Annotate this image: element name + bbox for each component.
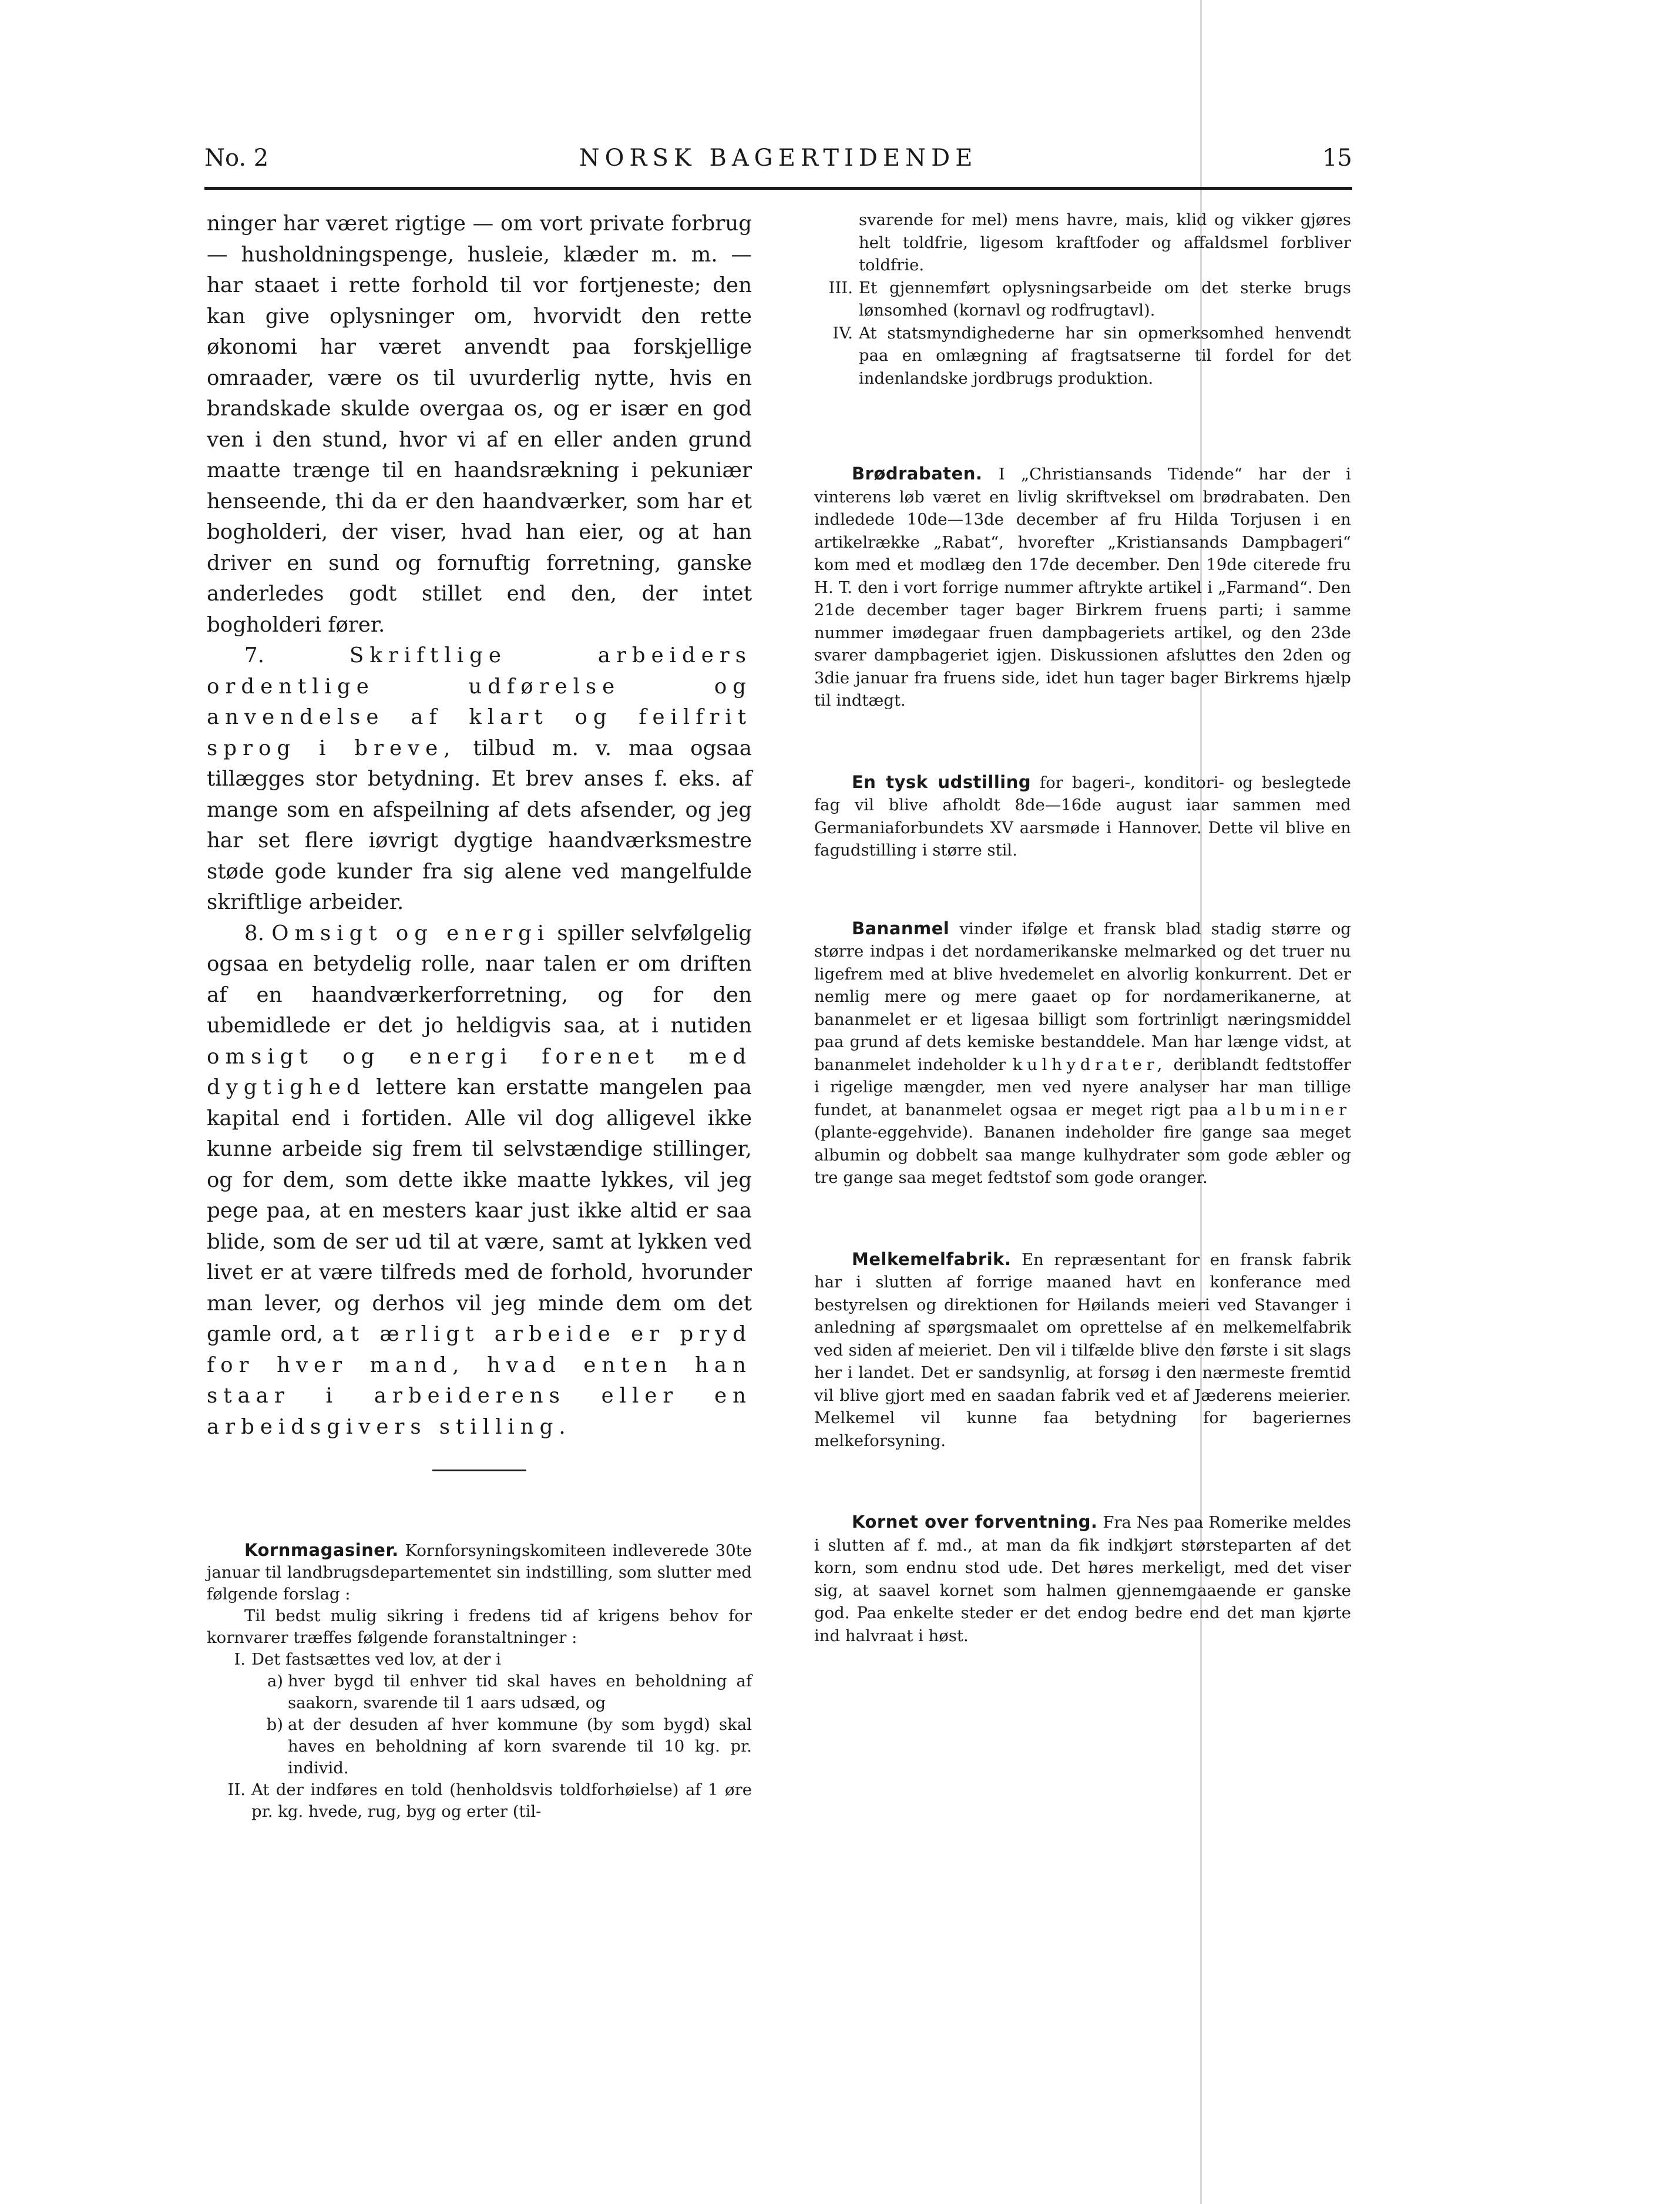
proposal-item-ii-continued <box>814 209 1351 277</box>
article-spacer <box>814 712 1351 771</box>
article-kornet-over-forventning <box>814 1511 1351 1647</box>
proposal-text: Det fastsættes ved lov, at der i <box>251 1650 502 1669</box>
paragraph-8-text-2: lettere kan erstatte mangelen paa kapital end i fortiden. Alle vil dog alligevel ikke kunne arbeide sig frem til selvstændige stillinger, og for dem, som dette ikke maatte lykkes, vil jeg pege paa, at en mesters kaar just ikke altid er saa blide, som de ser ud til at være, samt at lykken ved livet er at være tilfreds med de forhold, hvorunder man lever, og derhos vil jeg minde dem om det gamle ord, <box>207 1075 752 1346</box>
melk-heading: Melkemelfabrik. <box>852 1249 1012 1269</box>
proposal-number: IV. <box>832 323 853 343</box>
left-column <box>207 209 752 1471</box>
korn-lead: Til bedst mulig sikring i fredens tid af krigens behov for kornvarer træffes følgende foranstaltninger : <box>207 1606 752 1647</box>
article-kornmagasiner <box>207 1539 752 1823</box>
melk-text: En repræsentant for en fransk fabrik har i slutten af forrige maaned havt en konferance med bestyrelsen og direktionen for Høilands meieri ved Stavanger i anledning af spørgsmaalet om oprettelse af en melkemelfabrik ved siden af meieriet. Den vil i tilfælde blive den første i sit slags her i landet. Det er sandsynlig, at forsøg i den nærmeste fremtid vil blive gjort med en saadan fabrik ved et af Jæderens meierier. Melkemel vil kunne faa betydning for bageriernes melkeforsyning. <box>814 1250 1351 1450</box>
subitem-letter: a) <box>267 1672 283 1690</box>
proposal-text: Et gjennemført oplysningsarbeide om det sterke brugs lønsomhed (kornavl og rodfrugtavl). <box>859 278 1351 320</box>
article-brodrabaten <box>814 462 1351 712</box>
proposal-text: svarende for mel) mens havre, mais, klid og vikker gjøres helt toldfrie, ligesom kraftfoder og affaldsmel forbliver toldfrie. <box>859 210 1351 274</box>
brod-text: I „Christiansands Tidende“ har der i vinterens løb været en livlig skriftveksel om brødrabaten. Den indledede 10de—13de december af fru Hilda Torjusen i en artikelrække „Rabat“, hvorefter „Kristiansands Dampbageri“ kom med et modlæg den 17de december. Den 19de citerede fru H. T. den i vort forrige nummer aftrykte artikel i „Farmand“. Den 21de december tager bager Birkrem fruens parti; i samme nummer imødegaar fruen dampbageriets artikel, og den 23de svarer dampbageriet igjen. Diskussionen afsluttes den 2den og 3die januar fra fruens side, idet hun tager bager Birkrems hjælp til indtægt. <box>814 465 1351 710</box>
article-spacer <box>814 862 1351 917</box>
proposal-subitem-a <box>251 1670 752 1714</box>
article-tysk-udstilling <box>814 771 1351 862</box>
page-number: 15 <box>1322 145 1352 172</box>
korn-proposal-list-continued <box>814 209 1351 390</box>
proposal-number: I. <box>234 1650 246 1669</box>
paragraph-8-spaced-1: Omsigt og energi <box>271 921 550 945</box>
korn-heading: Kornmagasiner. <box>244 1540 399 1560</box>
header-rule <box>204 187 1352 190</box>
brod-heading: Brødrabaten. <box>852 464 983 484</box>
tysk-text: for bageri-, konditori- og beslegtede fag vil blive afholdt 8de—16de august iaar sammen med Germaniaforbundets XV aarsmøde i Hannover. Dette vil blive en fagudstilling i større stil. <box>814 773 1351 860</box>
proposal-text: At der indføres en told (henholdsvis toldforhøielse) af 1 øre pr. kg. hvede, rug, byg og erter (til- <box>251 1780 752 1821</box>
banan-text-1: vinder ifølge et fransk blad stadig større og større indpas i det nordamerikanske melmarked og det truer nu ligefrem med at blive hvedemelet en alvorlig konkurrent. Det er nemlig mere og mere gaaet op for nordamerikanerne, at bananmelet er et ligesaa billigt som fortrinligt næringsmiddel paa grund af dets kemiske bestanddele. Man har længe vidst, at bananmelet indeholder <box>814 919 1351 1074</box>
banan-text-2: deriblandt fedtstoffer i rigelige mængder, men ved nyere analyser har man tillige fundet, at bananmelet ogsaa er meget rigt paa <box>814 1055 1351 1119</box>
paragraph-7-number: 7. <box>244 643 264 667</box>
paragraph-8-spaced-3: at ærligt arbeide er pryd for hver mand, hvad enten han staar i arbeiderens eller en arbeidsgivers stilling. <box>207 1322 752 1439</box>
right-column <box>814 209 1351 1647</box>
proposal-sublist <box>251 1670 752 1779</box>
newspaper-title: NORSK BAGERTIDENDE <box>579 145 978 172</box>
korn-proposal-list <box>207 1649 752 1823</box>
running-header <box>204 145 1352 180</box>
proposal-item-iv <box>814 322 1351 390</box>
tysk-heading: En tysk udstilling <box>852 771 1031 792</box>
paragraph-7-text: tilbud m. v. maa ogsaa tillægges stor betydning. Et brev anses f. eks. af mange som en afspeilning af dets afsender, og jeg har set flere iøvrigt dygtige haandværksmestre støde gode kunder fra sig alene ved mangelfulde skriftlige arbeider. <box>207 736 752 914</box>
banan-spaced-2: albuminer <box>1227 1100 1351 1119</box>
proposal-item-ii <box>207 1779 752 1823</box>
korn-intro-text: Kornforsyningskomiteen indleverede 30te januar til landbrugsdepartementet sin indstilling, som slutter med følgende forslag : <box>207 1541 752 1603</box>
kornet-text: Fra Nes paa Romerike meldes i slutten af f. md., at man da fik indkjørt størsteparten af det korn, som endnu stod ude. Det høres merkeligt, med det viser sig, at saavel kornet som halmen gjennemgaaende er ganske god. Paa enkelte steder er det endog bedre end det man kjørte ind halvraat i høst. <box>814 1513 1351 1645</box>
proposal-item-iii <box>814 277 1351 322</box>
banan-heading: Bananmel <box>852 918 950 938</box>
article-spacer <box>814 1452 1351 1511</box>
issue-number: No. 2 <box>204 145 269 172</box>
proposal-number: II. <box>227 1780 246 1799</box>
kornet-heading: Kornet over forventning. <box>852 1512 1098 1532</box>
paragraph-8-spaced-2: omsigt og energi forenet med dygtighed <box>207 1044 752 1099</box>
paragraph-7-spaced: Skriftlige arbeiders ordentlige udførelse og anvendelse af klart og feilfrit sprog i breve, <box>207 643 752 760</box>
article-spacer <box>814 1189 1351 1248</box>
paragraph-continued: ninger har været rigtige — om vort private forbrug — husholdningspenge, husleie, klæder m. m. — har staaet i rette forhold til vor fortjeneste; den kan give oplysninger om, hvorvidt den rette økonomi har været anvendt paa forskjellige omraader, være os til uvurderlig nytte, hvis en brandskade skulde overgaa os, og er især en god ven i den stund, hvor vi af en eller anden grund maatte trænge til en haandsrækning i pekuniær henseende, thi da er den haandværker, som har et bogholderi, der viser, hvad han eier, og at han driver en sund og fornuftig forretning, ganske anderledes godt stillet end den, der intet bogholderi fører. <box>207 212 752 637</box>
proposal-subitem-b <box>251 1714 752 1779</box>
paragraph-8-number: 8. <box>244 921 264 945</box>
article-melkemelfabrik <box>814 1248 1351 1452</box>
paragraph-7 <box>207 640 752 918</box>
korn-intro <box>207 1539 752 1605</box>
paragraph-8-text-1: spiller selvfølgelig ogsaa en betydelig rolle, naar talen er om driften af en haandværkerforretning, og for den ubemidlede er det jo heldigvis saa, at i nutiden <box>207 921 752 1038</box>
proposal-item-i <box>207 1649 752 1779</box>
banan-text-3: (plante-eggehvide). Bananen indeholder fire gange saa meget albumin og dobbelt saa mange kulhydrater som gode æbler og tre gange saa meget fedtstof som gode oranger. <box>814 1123 1351 1187</box>
article-bananmel <box>814 917 1351 1189</box>
paragraph-8 <box>207 918 752 1443</box>
proposal-text: At statsmyndighederne har sin opmerksomhed henvendt paa en omlægning af fragtsatserne til fordel for det indenlandske jordbrugs produktion. <box>859 323 1351 388</box>
banan-spaced-1: kulhydrater, <box>1012 1055 1167 1074</box>
subitem-letter: b) <box>266 1715 283 1734</box>
subitem-text: at der desuden af hver kommune (by som bygd) skal haves en beholdning af korn svarende til 10 kg. pr. individ. <box>288 1715 752 1777</box>
proposal-number: III. <box>828 278 853 297</box>
subitem-text: hver bygd til enhver tid skal haves en beholdning af saakorn, svarende til 1 aars udsæd, og <box>288 1672 752 1712</box>
article-spacer <box>814 390 1351 462</box>
article-end-rule <box>432 1470 526 1471</box>
